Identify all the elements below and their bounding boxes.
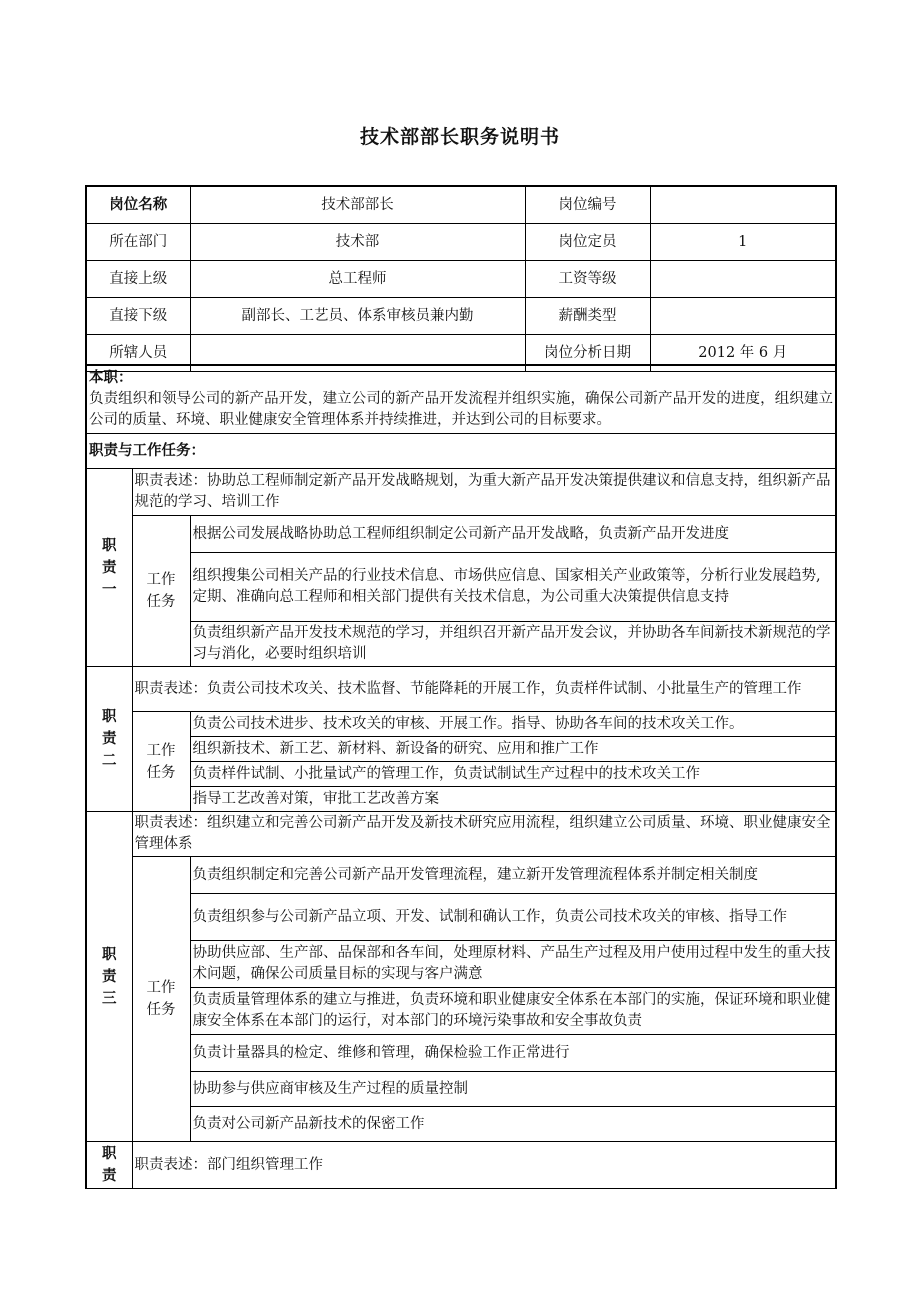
label-position-name: 岗位名称	[86, 186, 190, 224]
label-direct-subordinates: 直接下级	[86, 298, 190, 335]
duty-1-task-label: 工作 任务	[132, 516, 190, 667]
label-analysis-date: 岗位分析日期	[525, 335, 650, 372]
duty-1-name: 职 责 一	[86, 469, 132, 667]
mission-cell	[86, 365, 836, 434]
duties-table	[85, 364, 837, 1189]
label-salary-grade: 工资等级	[525, 261, 650, 298]
value-position-name: 技术部部长	[190, 186, 525, 224]
value-department: 技术部	[190, 224, 525, 261]
duty-3-task-4: 负责质量管理体系的建立与推进，负责环境和职业健康安全体系在本部门的实施，保证环境和职业健康安全体系在本部门的运行，对本部门的环境污染事故和安全事故负责	[190, 988, 836, 1035]
label-position-code: 岗位编号	[525, 186, 650, 224]
label-staff: 所辖人员	[86, 335, 190, 372]
label-direct-superior: 直接上级	[86, 261, 190, 298]
value-pay-type	[650, 298, 836, 335]
duty-1-task-1: 根据公司发展战略协助总工程师组织制定公司新产品开发战略，负责新产品开发进度	[190, 516, 836, 553]
duty-3-task-2: 负责组织参与公司新产品立项、开发、试制和确认工作，负责公司技术攻关的审核、指导工作	[190, 894, 836, 941]
mission-label: 本职：	[89, 370, 133, 386]
value-direct-superior: 总工程师	[190, 261, 525, 298]
value-direct-subordinates: 副部长、工艺员、体系审核员兼内勤	[190, 298, 525, 335]
duty-2-task-label: 工作 任务	[132, 712, 190, 812]
duty-2-task-4: 指导工艺改善对策，审批工艺改善方案	[190, 787, 836, 812]
duty-2-name: 职 责 二	[86, 667, 132, 812]
page-title: 技术部部长职务说明书	[359, 126, 560, 148]
duty-2-statement: 职责表述：负责公司技术攻关、技术监督、节能降耗的开展工作，负责样件试制、小批量生产的管理工作	[132, 667, 836, 712]
duty-1-task-3: 负责组织新产品开发技术规范的学习，并组织召开新产品开发会议，并协助各车间新技术新规范的学习与消化，必要时组织培训	[190, 622, 836, 667]
label-headcount: 岗位定员	[525, 224, 650, 261]
mission-text: 负责组织和领导公司的新产品开发，建立公司的新产品开发流程并组织实施，确保公司新产品开发的进度，组织建立公司的质量、环境、职业健康安全管理体系并持续推进，并达到公司的目标要求。	[89, 391, 833, 428]
duty-3-task-5: 负责计量器具的检定、维修和管理，确保检验工作正常进行	[190, 1035, 836, 1072]
duty-3-task-3: 协助供应部、生产部、品保部和各车间，处理原材料、产品生产过程及用户使用过程中发生的重大技术问题，确保公司质量目标的实现与客户满意	[190, 941, 836, 988]
duty-2-task-2: 组织新技术、新工艺、新材料、新设备的研究、应用和推广工作	[190, 737, 836, 762]
duty-1-task-2: 组织搜集公司相关产品的行业技术信息、市场供应信息、国家相关产业政策等，分析行业发展趋势,定期、准确向总工程师和相关部门提供有关技术信息，为公司重大决策提供信息支持	[190, 553, 836, 622]
duty-2-task-1: 负责公司技术进步、技术攻关的审核、开展工作。指导、协助各车间的技术攻关工作。	[190, 712, 836, 737]
position-info-table	[85, 185, 837, 372]
duty-3-task-1: 负责组织制定和完善公司新产品开发管理流程，建立新开发管理流程体系并制定相关制度	[190, 857, 836, 894]
value-headcount: 1	[650, 224, 836, 261]
label-pay-type: 薪酬类型	[525, 298, 650, 335]
duty-3-task-6: 协助参与供应商审核及生产过程的质量控制	[190, 1072, 836, 1107]
value-position-code	[650, 186, 836, 224]
duties-header: 职责与工作任务：	[86, 434, 836, 469]
duty-3-statement: 职责表述：组织建立和完善公司新产品开发及新技术研究应用流程，组织建立公司质量、环境、职业健康安全管理体系	[132, 812, 836, 857]
duty-3-task-label: 工作 任务	[132, 857, 190, 1142]
duty-3-name: 职 责 三	[86, 812, 132, 1142]
duty-3-task-7: 负责对公司新产品新技术的保密工作	[190, 1107, 836, 1142]
duty-1-statement: 职责表述：协助总工程师制定新产品开发战略规划，为重大新产品开发决策提供建议和信息支持，组织新产品规范的学习、培训工作	[132, 469, 836, 516]
duty-4-statement: 职责表述：部门组织管理工作	[132, 1142, 836, 1189]
value-salary-grade	[650, 261, 836, 298]
label-department: 所在部门	[86, 224, 190, 261]
duty-4-name: 职 责	[86, 1142, 132, 1189]
duty-2-task-3: 负责样件试制、小批量试产的管理工作，负责试制试生产过程中的技术攻关工作	[190, 762, 836, 787]
value-analysis-date: 2012 年 6 月	[650, 335, 836, 372]
